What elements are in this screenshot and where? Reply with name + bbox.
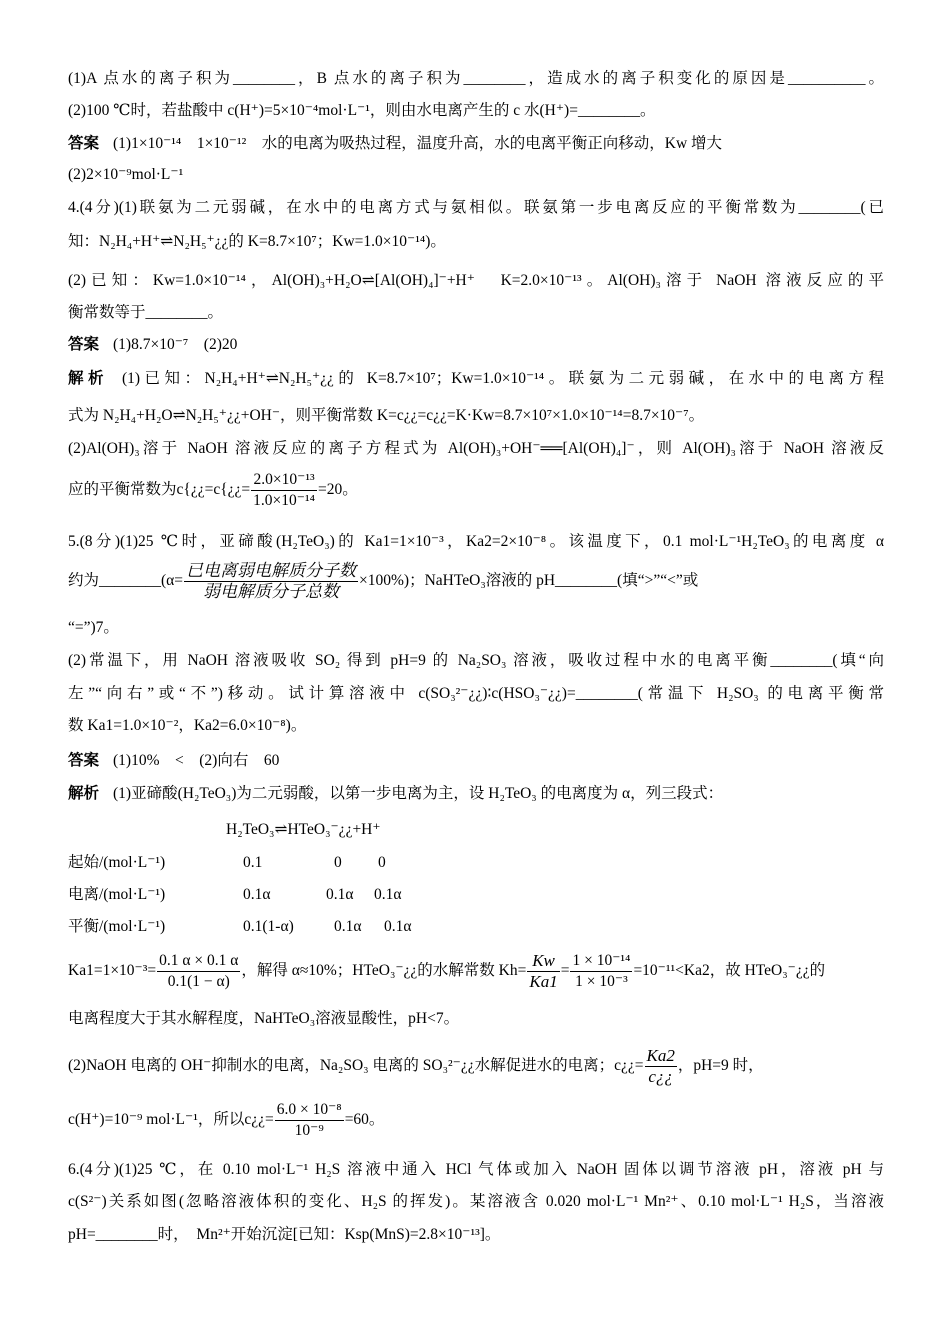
row-label: 电离/(mol·L⁻¹) — [68, 886, 166, 903]
fraction: $\frac{\text{6.0 × 10⁻⁸}}{\text{10⁻⁹}}$ — [276, 1101, 342, 1139]
q5-answer: 答案 (1)10% < (2)向右 60 — [68, 752, 280, 769]
cell: 0.1(1-α) — [243, 918, 294, 935]
q4-analysis-2: 式为 N₂H₄+H₂O⇌N₂H₅⁺¿¿+OH⁻，则平衡常数 K=c¿¿=c¿¿=K·Kw=8.7×10⁷×1.0×10⁻¹⁴=8.7×10⁻⁷。 — [68, 407, 705, 424]
q5-analysis-part2: (2)NaOH 电离的 OH⁻抑制水的电离，Na₂SO₃ 电离的 SO₃²⁻¿¿水解促进水的电离；c¿¿= $\frac{Ka2}{c¿¿}$ ，pH=9 时， — [68, 1046, 764, 1086]
fraction: $\frac{0.1 \alpha \times 0.1 \alpha}{0.1(1 - \alpha)}$ — [159, 952, 239, 990]
q6-part1-cont: c(S²⁻)关系如图(忽略溶液体积的变化、H₂S 的挥发)。某溶液含 0.020 mol·L⁻¹ Mn²⁺、0.10 mol·L⁻¹ H₂S，当溶液 — [68, 1193, 884, 1210]
q5-part2-end: 数 Ka1=1.0×10⁻²，Ka2=6.0×10⁻⁸)。 — [68, 717, 307, 734]
cell: 0.1α — [374, 886, 402, 903]
q3-answer-2: (2)2×10⁻⁹mol·L⁻¹ — [68, 166, 184, 183]
q4-analysis-4: 应的平衡常数为c{¿¿=c{¿¿= $\frac{\text{2.0×10⁻¹³}}{\text{1.0×10⁻¹⁴}}$ =20。 — [68, 471, 358, 509]
row-label: 平衡/(mol·L⁻¹) — [68, 918, 166, 935]
q5-analysis-conclusion: 电离程度大于其水解程度，NaHTeO₃溶液显酸性，pH<7。 — [68, 1010, 460, 1027]
q4-part2: (2)已知：Kw=1.0×10⁻¹⁴，Al(OH)₃+H₂O⇌[Al(OH)₄]⁻+H⁺ K=2.0×10⁻¹³。Al(OH)₃溶于 NaOH 溶液反应的平 — [68, 272, 884, 289]
cell: 0.1α — [384, 918, 412, 935]
q5-part2-cont: 左”“向右”或“不”)移动。试计算溶液中 c(SO₃²⁻¿¿)∶c(HSO₃⁻¿¿)=________(常温下 H₂SO₃ 的电离平衡常 — [68, 685, 884, 702]
fraction: $\frac{Ka2}{c¿¿}$ — [646, 1046, 675, 1086]
cell: 0.1α — [243, 886, 271, 903]
q5-analysis-ka1: Ka1=1×10⁻³= $\frac{0.1 \alpha \times 0.1 \alpha}{0.1(1 - \alpha)}$ ，解得 α≈10%；HTeO₃⁻¿¿的水解常数 Kh= $\frac{Kw}{Ka1}$ = $\frac{\text{1 × 10⁻¹⁴}}{\text{1 × 10⁻³}}$ =10⁻¹¹<Ka2，故 HTeO₃⁻¿¿的 — [68, 951, 826, 991]
fraction: $\frac{Kw}{Ka1}$ — [529, 951, 558, 991]
q5-part1-cont: 约为________(α= $\frac{\text{已电离弱电解质分子数}}{\text{弱电解质分子总数}}$ ×100%)；NaHTeO₃溶液的 pH________(填“>”“<”或 — [68, 561, 699, 601]
row-label: 起始/(mol·L⁻¹) — [68, 854, 166, 871]
cell: 0.1 — [243, 854, 263, 871]
fraction: $\frac{\text{1 × 10⁻¹⁴}}{\text{1 × 10⁻³}}$ — [572, 952, 631, 990]
q5-part1: 5.(8分)(1)25 ℃时，亚碲酸(H₂TeO₃)的 Ka1=1×10⁻³，Ka2=2×10⁻⁸。该温度下，0.1 mol·L⁻¹H₂TeO₃的电离度 α — [68, 533, 884, 550]
fraction: $\frac{\text{2.0×10⁻¹³}}{\text{1.0×10⁻¹⁴}}$ — [253, 471, 316, 509]
q6-part1: 6.(4分)(1)25 ℃，在 0.10 mol·L⁻¹ H₂S 溶液中通入 HCl 气体或加入 NaOH 固体以调节溶液 pH，溶液 pH 与 — [68, 1161, 884, 1178]
equation-header: H₂TeO₃⇌HTeO₃⁻¿¿+H⁺ — [226, 821, 381, 838]
q4-answer: 答案 (1)8.7×10⁻⁷ (2)20 — [68, 336, 238, 353]
cell: 0 — [378, 854, 386, 871]
q3-part1: (1)A 点水的离子积为________，B 点水的离子积为________，造成水的离子积变化的原因是__________。 — [68, 70, 884, 87]
q4-part1-cont: 知：N₂H₄+H⁺⇌N₂H₅⁺¿¿的 K=8.7×10⁷；Kw=1.0×10⁻¹⁴)。 — [68, 233, 446, 250]
q6-part1-end: pH=________时， Mn²⁺开始沉淀[已知：Ksp(MnS)=2.8×10⁻¹³]。 — [68, 1226, 501, 1243]
cell: 0.1α — [334, 918, 362, 935]
cell: 0 — [334, 854, 342, 871]
cell: 0.1α — [326, 886, 354, 903]
q5-part2: (2)常温下，用 NaOH 溶液吸收 SO₂ 得到 pH=9 的 Na₂SO₃ 溶液，吸收过程中水的电离平衡________(填“向 — [68, 652, 884, 669]
q4-part2-cont: 衡常数等于________。 — [68, 304, 224, 321]
q5-analysis-1: 解析 (1)亚碲酸(H₂TeO₃)为二元弱酸，以第一步电离为主，设 H₂TeO₃ 的电离度为 α，列三段式： — [68, 785, 724, 802]
q4-analysis-3: (2)Al(OH)₃溶于 NaOH 溶液反应的离子方程式为 Al(OH)₃+OH⁻══[Al(OH)₄]⁻，则 Al(OH)₃溶于 NaOH 溶液反 — [68, 440, 884, 457]
q5-part1-end: “=”)7。 — [68, 619, 119, 636]
ionization-degree-fraction: $\frac{\text{已电离弱电解质分子数}}{\text{弱电解质分子总数}}$ — [186, 561, 357, 601]
q4-part1: 4.(4分)(1)联氨为二元弱碱，在水中的电离方式与氨相似。联氨第一步电离反应的平衡常数为________(已 — [68, 199, 884, 216]
q4-analysis-1: 解析 (1)已知：N₂H₄+H⁺⇌N₂H₅⁺¿¿的 K=8.7×10⁷；Kw=1.0×10⁻¹⁴。联氨为二元弱碱，在水中的电离方程 — [68, 370, 884, 387]
q3-answer: 答案 (1)1×10⁻¹⁴ 1×10⁻¹² 水的电离为吸热过程，温度升高，水的电离平衡正向移动，Kw 增大 — [68, 135, 723, 152]
q5-analysis-part2-cont: c(H⁺)=10⁻⁹ mol·L⁻¹，所以c¿¿= $\frac{\text{6.0 × 10⁻⁸}}{\text{10⁻⁹}}$ =60。 — [68, 1101, 385, 1139]
q3-part2: (2)100 ℃时，若盐酸中 c(H⁺)=5×10⁻⁴mol·L⁻¹，则由水电离产生的 c 水(H⁺)=________。 — [68, 102, 656, 119]
